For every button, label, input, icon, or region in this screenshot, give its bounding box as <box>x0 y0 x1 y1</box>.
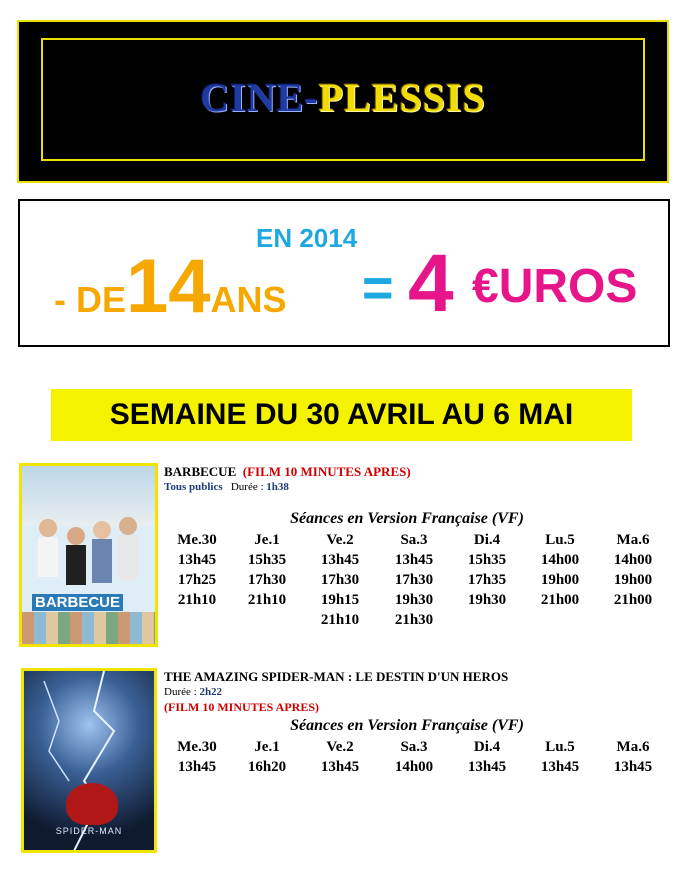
film2-version: Séances en Version Française (VF) <box>290 717 524 734</box>
film1-day-column <box>598 530 668 610</box>
showtime: 14h00 <box>613 552 653 568</box>
film2-day-column <box>162 737 232 777</box>
promo-price: 4 <box>408 238 454 329</box>
film1-day-column <box>232 530 302 610</box>
showtime: 19h30 <box>394 592 434 608</box>
barbecue-poster <box>19 463 158 647</box>
promo-year: EN 2014 <box>256 223 358 253</box>
day-header: Sa.3 <box>400 739 428 755</box>
showtime: 13h45 <box>320 552 360 568</box>
day-header: Di.4 <box>473 532 501 548</box>
film2-note: (FILM 10 MINUTES APRES) <box>164 700 320 714</box>
showtime: 19h15 <box>320 592 360 608</box>
day-header: Je.1 <box>254 532 280 548</box>
spiderman-poster <box>21 668 157 853</box>
film1-audience: Tous publics <box>164 481 223 493</box>
showtime: 13h45 <box>613 759 653 775</box>
showtime: 21h10 <box>247 592 287 608</box>
film2-day-column <box>452 737 522 777</box>
day-header: Lu.5 <box>545 739 575 755</box>
film1-title-line <box>164 464 411 480</box>
day-header: Lu.5 <box>545 532 575 548</box>
promo-equals: = <box>362 258 394 318</box>
cinema-name <box>19 74 667 121</box>
showtime: 19h30 <box>467 592 507 608</box>
day-header: Je.1 <box>254 739 280 755</box>
showtime: 21h00 <box>540 592 580 608</box>
day-header: Me.30 <box>177 739 217 755</box>
poster-people-image <box>28 506 148 596</box>
showtime: 17h35 <box>467 572 507 588</box>
film2-duration: 2h22 <box>199 686 223 698</box>
showtime: 13h45 <box>467 759 507 775</box>
film1-duration-label: Durée : <box>230 481 264 493</box>
showtime: 19h00 <box>540 572 580 588</box>
day-header: Sa.3 <box>400 532 428 548</box>
promo-box <box>18 199 670 347</box>
showtime: 17h30 <box>394 572 434 588</box>
day-header: Ma.6 <box>616 739 650 755</box>
film1-version: Séances en Version Française (VF) <box>290 510 524 527</box>
week-heading: SEMAINE DU 30 AVRIL AU 6 MAI <box>51 389 632 441</box>
cinema-name-part2: PLESSIS <box>318 75 486 120</box>
day-header: Me.30 <box>177 532 217 548</box>
poster-title: BARBECUE <box>32 594 123 611</box>
showtime: 17h30 <box>247 572 287 588</box>
film1-meta <box>164 481 289 493</box>
day-header: Ve.2 <box>326 532 354 548</box>
showtime: 21h30 <box>394 612 434 628</box>
film1-day-column <box>525 530 595 610</box>
film2-duration-label: Durée : <box>164 686 197 698</box>
poster-photo-strip <box>22 612 155 644</box>
film2-title: THE AMAZING SPIDER-MAN : LE DESTIN D'UN HEROS <box>164 669 509 684</box>
showtime: 15h35 <box>247 552 287 568</box>
poster-title: SPIDER-MAN <box>55 826 123 836</box>
promo-age-text <box>54 243 287 330</box>
showtime: 21h10 <box>320 612 360 628</box>
film1-title: BARBECUE <box>164 464 237 479</box>
showtime: 14h00 <box>540 552 580 568</box>
promo-currency: €UROS <box>472 260 638 313</box>
showtime: 17h25 <box>177 572 217 588</box>
film2-day-column <box>379 737 449 777</box>
film2-day-column <box>232 737 302 777</box>
film1-note: (FILM 10 MINUTES APRES) <box>242 464 411 479</box>
header-banner <box>17 20 669 183</box>
showtime: 21h10 <box>177 592 217 608</box>
film2-day-column <box>525 737 595 777</box>
film1-day-column <box>452 530 522 610</box>
day-header: Ve.2 <box>326 739 354 755</box>
showtime: 13h45 <box>177 552 217 568</box>
showtime: 13h45 <box>394 552 434 568</box>
showtime: 13h45 <box>320 759 360 775</box>
promo-ans: ANS <box>210 279 287 320</box>
cinema-name-part1: CINE- <box>200 75 319 120</box>
film1-day-column <box>305 530 375 630</box>
film2-meta <box>164 686 222 698</box>
film1-day-column <box>379 530 449 630</box>
showtime: 15h35 <box>467 552 507 568</box>
showtime: 21h00 <box>613 592 653 608</box>
showtime: 19h00 <box>613 572 653 588</box>
showtime: 16h20 <box>247 759 287 775</box>
showtime: 14h00 <box>394 759 434 775</box>
spiderman-figure <box>66 783 118 825</box>
showtime: 17h30 <box>320 572 360 588</box>
film2-day-column <box>598 737 668 777</box>
showtime: 13h45 <box>177 759 217 775</box>
film1-duration: 1h38 <box>266 481 289 493</box>
film1-day-column <box>162 530 232 610</box>
promo-prefix: - DE <box>54 279 126 320</box>
day-header: Ma.6 <box>616 532 650 548</box>
day-header: Di.4 <box>473 739 501 755</box>
film2-day-column <box>305 737 375 777</box>
promo-age: 14 <box>126 244 211 329</box>
showtime: 13h45 <box>540 759 580 775</box>
